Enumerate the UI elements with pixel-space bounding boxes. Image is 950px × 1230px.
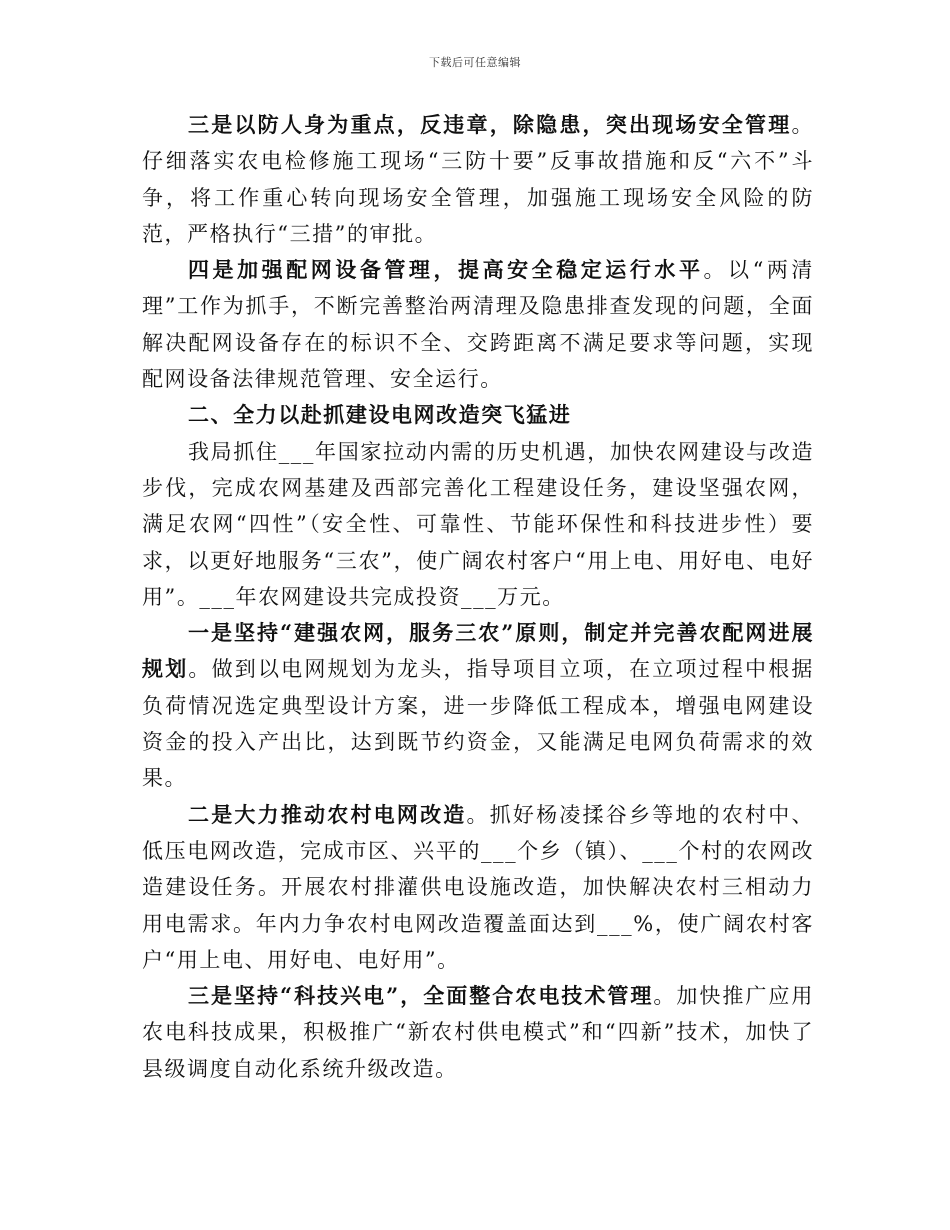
paragraph-safety-management: [142, 107, 814, 252]
paragraph-technology: [142, 978, 814, 1087]
paragraph-grid-reconstruction: [142, 797, 814, 978]
paragraph-lead: 二是大力推动农村电网改造: [188, 801, 467, 827]
paragraph-text: 。做到以电网规划为龙头，指导项目立项，在立项过程中根据负荷情况选定典型设计方案，进一步降低工程成本，增强电网建设资金的投入产出比，达到既节约资金，又能满足电网负荷需求的效果。: [142, 657, 814, 791]
paragraph-text: 我局抓住___年国家拉动内需的历史机遇，加快农网建设与改造步伐，完成农网基建及西部完善化工程建设任务，建设坚强农网，满足农网“四性”（安全性、可靠性、节能环保性和科技进步性）要求，以更好地服务“三农”，使广阔农村客户“用上电、用好电、电好用”。___年农网建设共完成投资___万元。: [142, 439, 814, 609]
paragraph-text: 。仔细落实农电检修施工现场“三防十要”反事故措施和反“六不”斗争，将工作重心转向现场安全管理，加强施工现场安全风险的防范，严格执行“三措”的审批。: [142, 113, 814, 246]
paragraph-text: 。以“两清理”工作为抓手，不断完善整治两清理及隐患排查发现的问题，全面解决配网设备存在的标识不全、交跨距离不满足要求等问题，实现配网设备法律规范管理、安全运行。: [142, 258, 814, 392]
paragraph-grid-planning: [142, 615, 814, 796]
paragraph-lead: 三是坚持“科技兴电”，全面整合农电技术管理: [188, 983, 654, 1009]
paragraph-lead: 一是坚持“建强农网，服务三农”原则，制定并完善农配网进展规划: [142, 620, 814, 682]
paragraph-rural-grid-overview: [142, 434, 814, 615]
document-body: [142, 107, 814, 1087]
paragraph-lead: 三是以防人身为重点，反违章，除隐患，突出现场安全管理: [188, 112, 792, 137]
paragraph-distribution-equipment: [142, 252, 814, 397]
paragraph-lead: 四是加强配网设备管理，提高安全稳定运行水平: [188, 257, 704, 283]
page-header: 下载后可任意编辑: [429, 56, 521, 69]
paragraph-text: 。加快推广应用农电科技成果，积极推广“新农村供电模式”和“四新”技术，加快了县级调度自动化系统升级改造。: [142, 984, 814, 1081]
paragraph-text: 。抓好杨凌揉谷乡等地的农村中、低压电网改造，完成市区、兴平的___个乡（镇）、___个村的农网改造建设任务。开展农村排灌供电设施改造，加快解决农村三相动力用电需求。年内力争农村电网改造覆盖面达到___%，使广阔农村客户“用上电、用好电、电好用”。: [142, 802, 814, 972]
section-heading: 二、全力以赴抓建设电网改造突飞猛进: [188, 402, 572, 428]
